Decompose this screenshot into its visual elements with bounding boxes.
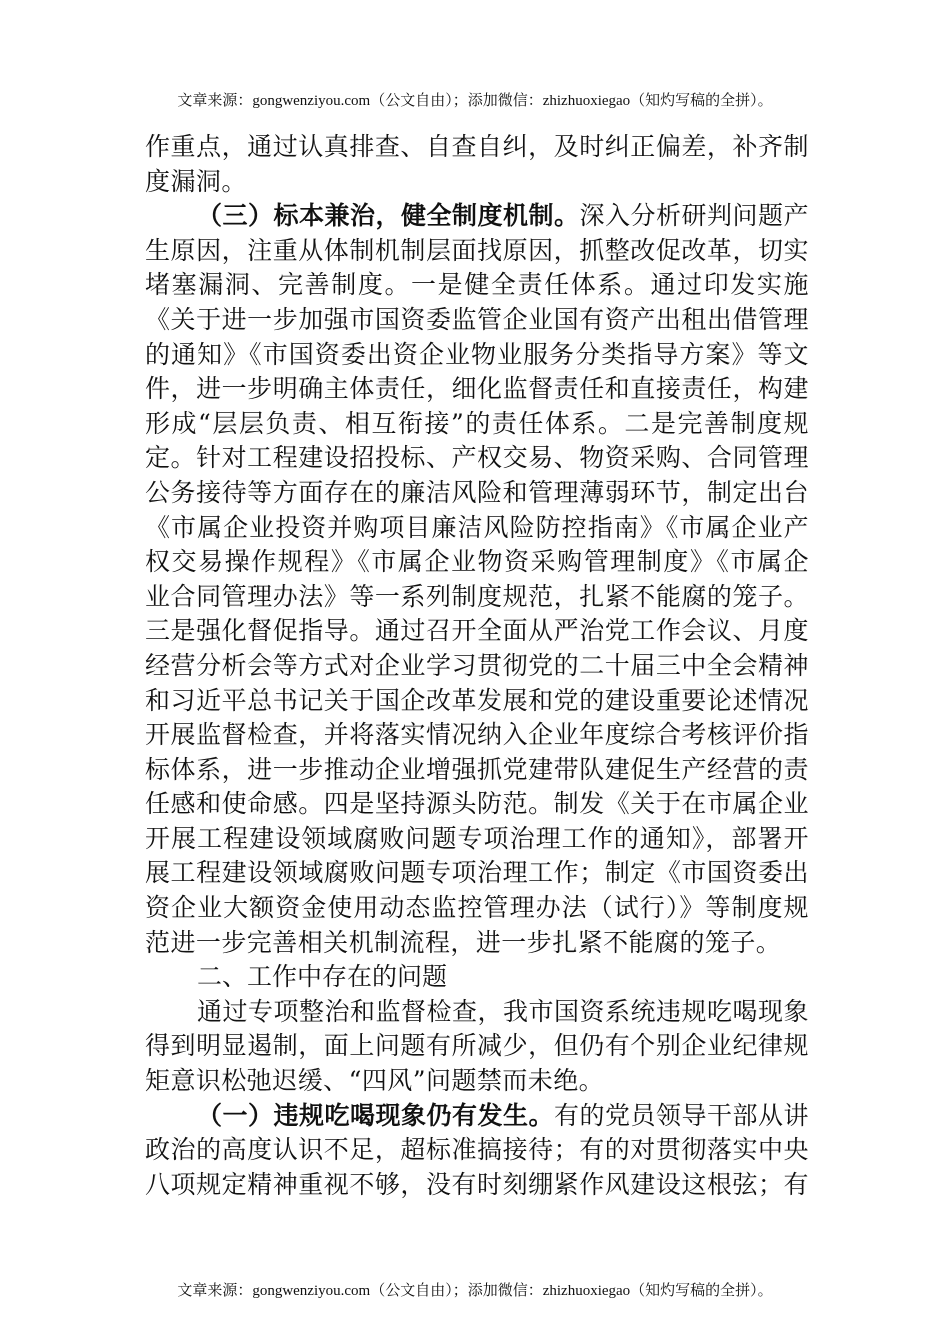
body-line: 《市属企业投资并购项目廉洁风险防控指南》《市属企业产	[145, 512, 809, 542]
body-line: 标体系，进一步推动企业增强抓党建带队建促生产经营的责	[145, 754, 809, 784]
body-line: 得到明显遏制，面上问题有所减少，但仍有个别企业纪律规	[145, 1031, 809, 1061]
body-line: 开展监督检查，并将落实情况纳入企业年度综合考核评价指	[145, 720, 809, 750]
subsection-1-title: （一）违规吃喝现象仍有发生。	[197, 1100, 555, 1130]
body-line: 经营分析会等方式对企业学习贯彻党的二十届三中全会精神	[145, 650, 809, 680]
body-line: 定。针对工程建设招投标、产权交易、物资采购、合同管理	[145, 443, 809, 473]
body-line: 权交易操作规程》《市属企业物资采购管理制度》《市属企	[145, 547, 809, 577]
body-text: 深入分析研判问题产	[579, 201, 809, 231]
page-footer-source-note: 文章来源：gongwenziyou.com（公文自由）；添加微信：zhizhuoxiegao（知灼写稿的全拼）。	[177, 1283, 773, 1299]
body-line: 业合同管理办法》等一系列制度规范，扎紧不能腐的笼子。	[145, 581, 809, 611]
body-line: 政治的高度认识不足，超标准搞接待；有的对贯彻落实中央	[145, 1135, 809, 1165]
body-line: 展工程建设领域腐败问题专项治理工作；制定《市国资委出	[145, 858, 809, 888]
body-line: 矩意识松弛迟缓、“四风”问题禁而未绝。	[145, 1066, 605, 1096]
section-3-title: （三）标本兼治，健全制度机制。	[197, 201, 580, 231]
body-line: 作重点，通过认真排查、自查自纠，及时纠正偏差，补齐制	[145, 132, 809, 161]
body-line: 开展工程建设领域腐败问题专项治理工作的通知》，部署开	[145, 823, 809, 853]
body-line: 通过专项整治和监督检查，我市国资系统违规吃喝现象	[197, 996, 809, 1026]
subsection-1-paragraph-start	[145, 1099, 809, 1134]
body-line: 范进一步完善相关机制流程，进一步扎紧不能腐的笼子。	[145, 927, 782, 957]
body-line: 三是强化督促指导。通过召开全面从严治党工作会议、月度	[145, 616, 809, 646]
body-line: 资企业大额资金使用动态监控管理办法（试行）》等制度规	[145, 893, 809, 923]
body-line: 堵塞漏洞、完善制度。一是健全责任体系。通过印发实施	[145, 270, 809, 300]
body-line: 形成“层层负责、相互衔接”的责任体系。二是完善制度规	[145, 408, 809, 438]
body-line: 件，进一步明确主体责任，细化监督责任和直接责任，构建	[145, 374, 809, 404]
document-body	[145, 130, 809, 1202]
body-text: 有的党员领导干部从讲	[554, 1100, 809, 1130]
body-line: 《关于进一步加强市国资委监管企业国有资产出租出借管理	[145, 304, 809, 334]
body-line: 生原因，注重从体制机制层面找原因，抓整改促改革，切实	[145, 235, 809, 265]
body-line: 公务接待等方面存在的廉洁风险和管理薄弱环节，制定出台	[145, 477, 809, 507]
body-line: 度漏洞。	[145, 166, 247, 196]
body-line: 和习近平总书记关于国企改革发展和党的建设重要论述情况	[145, 685, 809, 715]
body-line: 八项规定精神重视不够，没有时刻绷紧作风建设这根弦；有	[145, 1169, 809, 1199]
section-3-paragraph-start	[145, 199, 809, 234]
page-header-source-note: 文章来源：gongwenziyou.com（公文自由）；添加微信：zhizhuoxiegao（知灼写稿的全拼）。	[177, 93, 773, 109]
body-line: 任感和使命感。四是坚持源头防范。制发《关于在市属企业	[145, 789, 809, 819]
body-line: 的通知》《市国资委出资企业物业服务分类指导方案》等文	[145, 339, 809, 369]
section-2-heading: 二、工作中存在的问题	[197, 962, 448, 992]
